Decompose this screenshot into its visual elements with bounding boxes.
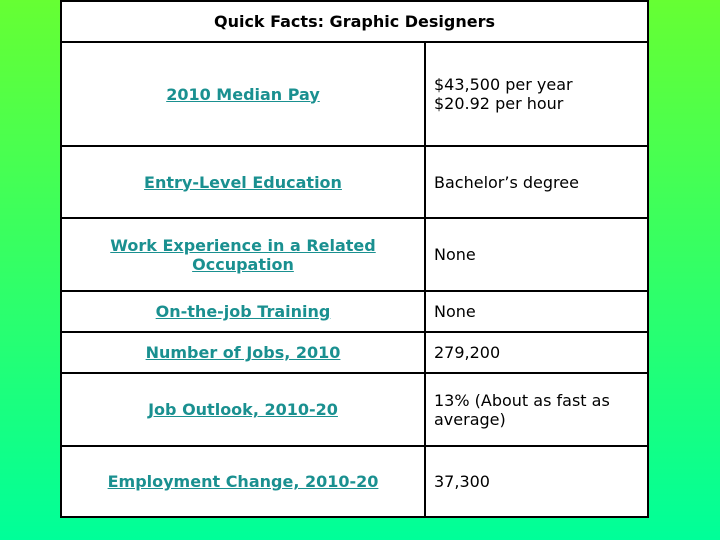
row-label-cell	[61, 373, 425, 446]
number-of-jobs-value: 279,200	[425, 332, 648, 373]
row-label-cell	[61, 146, 425, 218]
quick-facts-table	[60, 0, 649, 518]
median-pay-link[interactable]: 2010 Median Pay	[166, 84, 320, 104]
row-label-cell	[61, 332, 425, 373]
employment-change-value: 37,300	[425, 446, 648, 517]
table-title: Quick Facts: Graphic Designers	[61, 1, 648, 42]
work-experience-link[interactable]: Work Experience in a Related Occupation	[110, 235, 376, 274]
row-label-cell	[61, 42, 425, 146]
job-outlook-link[interactable]: Job Outlook, 2010-20	[148, 400, 338, 419]
training-value: None	[425, 291, 648, 332]
row-value-cell	[425, 42, 648, 146]
pay-per-year: $43,500 per year	[434, 75, 573, 94]
employment-change-link[interactable]: Employment Change, 2010-20	[107, 472, 379, 491]
number-of-jobs-link[interactable]: Number of Jobs, 2010	[145, 343, 341, 362]
row-label-cell	[61, 291, 425, 332]
education-link[interactable]: Entry-Level Education	[144, 172, 342, 192]
row-label-cell	[61, 218, 425, 291]
row-label-cell	[61, 446, 425, 517]
pay-per-hour: $20.92 per hour	[434, 94, 564, 113]
education-value: Bachelor’s degree	[425, 146, 648, 218]
training-link[interactable]: On-the-job Training	[155, 302, 331, 321]
work-experience-value: None	[425, 218, 648, 291]
job-outlook-value: 13% (About as fast as average)	[425, 373, 648, 446]
